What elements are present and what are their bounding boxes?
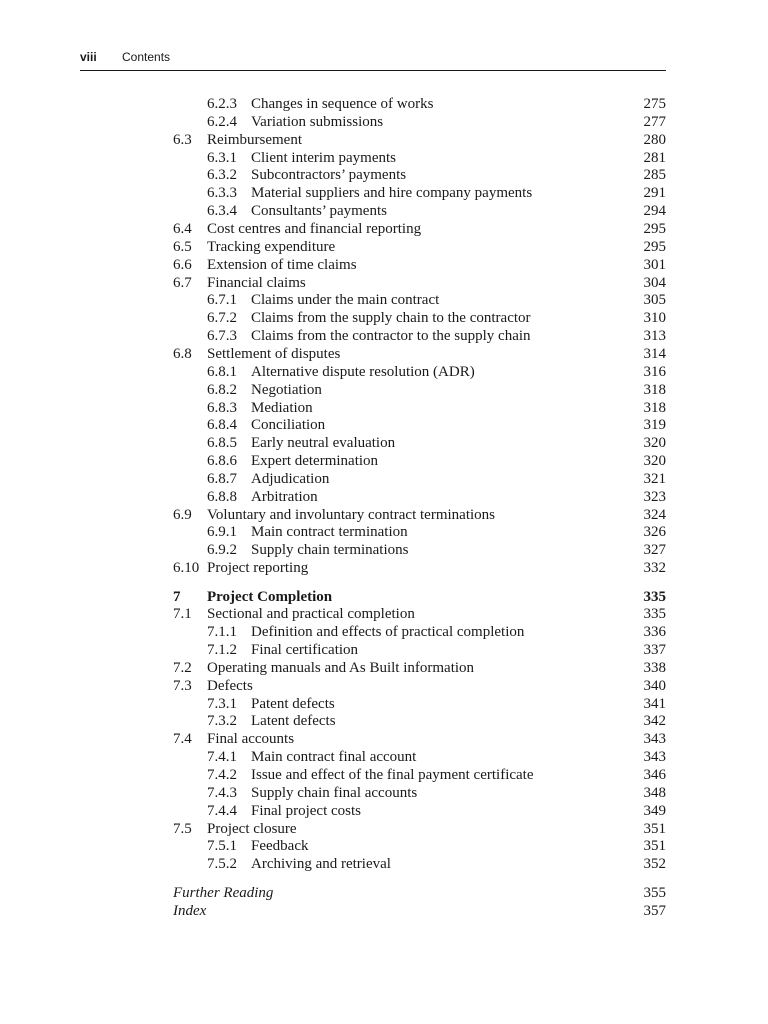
- toc-entry-page: 318: [643, 399, 666, 416]
- toc-entry[interactable]: [0, 256, 768, 274]
- toc-entry-title: Voluntary and involuntary contract terminations: [207, 506, 495, 523]
- toc-entry-page: 343: [643, 749, 666, 766]
- toc-entry[interactable]: [0, 641, 768, 659]
- toc-entry-number: 6.3.1: [207, 149, 237, 166]
- toc-entry-page: 281: [643, 149, 666, 166]
- toc-entry-number: 7.1: [173, 606, 192, 623]
- toc-entry-title: Final certification: [251, 642, 359, 658]
- toc-entry[interactable]: [0, 470, 768, 488]
- toc-entry-page: 295: [643, 238, 666, 255]
- toc-entry[interactable]: [0, 837, 768, 855]
- toc-entry[interactable]: [0, 523, 768, 541]
- toc-entry[interactable]: [0, 730, 768, 748]
- toc-entry-title: Material suppliers and hire company payments: [251, 185, 533, 202]
- toc-entry-number: 7.5.2: [207, 856, 237, 873]
- toc-entry-title: Definition and effects of practical completion: [251, 624, 525, 641]
- toc-entry-number: 6.3: [173, 131, 192, 148]
- toc-entry-page: 355: [643, 885, 666, 902]
- toc-entry[interactable]: [0, 802, 768, 820]
- toc-entry-number: 6.9.2: [207, 542, 237, 559]
- toc-entry[interactable]: [0, 327, 768, 345]
- toc-entry-number: 7.4: [173, 731, 192, 748]
- toc-entry-number: 6.4: [173, 220, 192, 237]
- toc-entry-page: 327: [643, 542, 666, 559]
- toc-entry-page: 324: [643, 506, 666, 523]
- toc-entry-title: Archiving and retrieval: [251, 856, 391, 873]
- toc-entry-page: 346: [643, 767, 666, 783]
- toc-entry-title: Financial claims: [207, 274, 306, 291]
- toc-entry-page: 337: [643, 642, 666, 658]
- toc-entry[interactable]: [0, 784, 768, 802]
- toc-entry-title: Latent defects: [251, 713, 336, 730]
- toc-entry-number: 6.7: [173, 274, 192, 291]
- toc-entry-page: 320: [643, 435, 666, 452]
- toc-entry-title: Variation submissions: [251, 113, 384, 130]
- toc-entry-page: 295: [643, 220, 666, 237]
- toc-entry-title: Subcontractors’ payments: [251, 167, 407, 184]
- toc-entry-title: Arbitration: [251, 488, 318, 505]
- toc-entry-number: 7.4.1: [207, 749, 237, 766]
- toc-entry-page: 323: [643, 488, 666, 505]
- toc-entry-title: Final project costs: [251, 802, 361, 819]
- toc-entry[interactable]: [0, 238, 768, 256]
- toc-entry[interactable]: [0, 820, 768, 838]
- toc-entry[interactable]: [0, 452, 768, 470]
- toc-entry-number: 7.2: [173, 659, 192, 676]
- toc-entry-page: 338: [643, 659, 666, 676]
- toc-entry-page: 357: [643, 902, 666, 919]
- toc-entry-title: Project closure: [207, 820, 297, 837]
- toc-entry-title: Final accounts: [207, 731, 295, 748]
- toc-entry-number: 7: [173, 588, 181, 605]
- toc-entry[interactable]: [0, 659, 768, 677]
- toc-entry-number: 7.1.1: [207, 624, 237, 641]
- toc-entry-page: 280: [643, 131, 666, 148]
- toc-entry[interactable]: [0, 506, 768, 524]
- toc-entry[interactable]: [0, 416, 768, 434]
- toc-entry[interactable]: [0, 623, 768, 641]
- toc-entry[interactable]: [0, 274, 768, 292]
- toc-entry-page: 313: [643, 328, 666, 345]
- toc-entry-title: Cost centres and financial reporting: [207, 220, 422, 237]
- toc-entry[interactable]: [0, 309, 768, 327]
- toc-entry-title: Index: [173, 902, 207, 919]
- toc-entry-title: Client interim payments: [251, 149, 396, 166]
- toc-entry-title: Supply chain terminations: [251, 542, 409, 559]
- toc-entry-number: 6.7.3: [207, 328, 237, 345]
- toc-entry-number: 7.3: [173, 677, 192, 694]
- toc-entry[interactable]: [0, 184, 768, 202]
- toc-entry-number: 7.3.1: [207, 695, 237, 712]
- toc-entry-title: Claims from the contractor to the supply chain: [251, 328, 531, 345]
- toc-entry-title: Operating manuals and As Built information: [207, 659, 475, 676]
- toc-entry-title: Consultants’ payments: [251, 203, 387, 220]
- toc-entry-title: Issue and effect of the final payment certificate: [251, 767, 534, 783]
- toc-entry-page: 275: [643, 96, 666, 112]
- toc-entry[interactable]: [0, 766, 768, 784]
- toc-entry-title: Adjudication: [251, 470, 330, 487]
- toc-entry-title: Alternative dispute resolution (ADR): [251, 363, 475, 380]
- toc-entry-title: Settlement of disputes: [207, 345, 341, 362]
- toc-entry[interactable]: [0, 166, 768, 184]
- toc-entry-page: 326: [643, 524, 666, 541]
- toc-entry-title: Further Reading: [173, 885, 274, 902]
- running-head-title: Contents: [122, 50, 171, 64]
- toc-entry-title: Tracking expenditure: [207, 238, 336, 255]
- toc-entry[interactable]: [0, 541, 768, 559]
- toc-entry-title: Defects: [207, 677, 253, 694]
- toc-entry[interactable]: [0, 345, 768, 363]
- toc-entry-page: 351: [643, 838, 666, 855]
- toc-entry-number: 6.9: [173, 506, 192, 523]
- toc-entry-number: 7.5: [173, 820, 192, 837]
- toc-entry[interactable]: [0, 381, 768, 399]
- toc-entry[interactable]: [0, 434, 768, 452]
- toc-entry[interactable]: [0, 363, 768, 381]
- toc-entry-number: 7.1.2: [207, 642, 237, 658]
- toc-entry[interactable]: [0, 559, 768, 577]
- toc-entry[interactable]: [0, 677, 768, 695]
- toc-entry-title: Main contract final account: [251, 749, 417, 766]
- toc-entry-number: 6.3.2: [207, 167, 237, 184]
- toc-entry-page: 320: [643, 453, 666, 469]
- toc-entry-page: 335: [643, 588, 666, 605]
- toc-entry-page: 310: [643, 310, 666, 327]
- toc-entry-page: 318: [643, 381, 666, 398]
- toc-entry-title: Project reporting: [207, 560, 309, 577]
- toc-entry-title: Claims under the main contract: [251, 292, 440, 309]
- toc-entry[interactable]: [0, 605, 768, 623]
- toc-entry[interactable]: [0, 95, 768, 113]
- toc-entry-page: 340: [643, 677, 666, 694]
- toc-entry-title: Reimbursement: [207, 131, 302, 148]
- toc-entry-page: 294: [643, 203, 666, 220]
- toc-entry-page: 336: [643, 624, 666, 641]
- toc-entry-number: 6.8.4: [207, 417, 237, 434]
- toc-entry-title: Changes in sequence of works: [251, 96, 434, 112]
- toc-entry-number: 7.4.4: [207, 802, 237, 819]
- toc-entry-title: Extension of time claims: [207, 256, 357, 273]
- toc-entry-number: 6.3.3: [207, 185, 237, 202]
- toc-entry-number: 6.8.7: [207, 470, 237, 487]
- toc-entry[interactable]: [0, 149, 768, 167]
- toc-entry-number: 6.8.5: [207, 435, 237, 452]
- toc-chapter-entry[interactable]: [0, 588, 768, 606]
- toc-entry-number: 6.2.3: [207, 96, 237, 112]
- toc-entry-number: 6.8.2: [207, 381, 237, 398]
- toc-entry-number: 7.3.2: [207, 713, 237, 730]
- toc-entry-title: Claims from the supply chain to the contractor: [251, 310, 531, 327]
- toc-entry-title: Expert determination: [251, 453, 379, 469]
- toc-entry[interactable]: [0, 291, 768, 309]
- toc-entry-number: 6.7.2: [207, 310, 237, 327]
- toc-entry-number: 6.8.6: [207, 453, 237, 469]
- toc-entry-number: 6.8.3: [207, 399, 237, 416]
- toc-entry-title: Mediation: [251, 399, 313, 416]
- toc-entry-number: 6.8: [173, 345, 192, 362]
- toc-entry-number: 6.10: [173, 560, 200, 577]
- toc-entry-number: 6.6: [173, 256, 192, 273]
- toc-entry-number: 6.2.4: [207, 113, 237, 130]
- toc-entry[interactable]: [0, 399, 768, 417]
- toc-entry-number: 7.4.3: [207, 784, 237, 801]
- toc-entry-title: Main contract termination: [251, 524, 408, 541]
- toc-backmatter-entry[interactable]: [0, 902, 768, 920]
- toc-entry-page: 351: [643, 820, 666, 837]
- toc-entry-page: 304: [643, 274, 666, 291]
- toc-entry-title: Supply chain final accounts: [251, 784, 418, 801]
- toc-entry-page: 349: [643, 802, 666, 819]
- toc-entry[interactable]: [0, 113, 768, 131]
- toc-entry-page: 291: [643, 185, 666, 202]
- toc-entry-page: 285: [643, 167, 666, 184]
- toc-entry-page: 343: [643, 731, 666, 748]
- toc-entry[interactable]: [0, 855, 768, 873]
- toc-entry-title: Project Completion: [207, 588, 333, 605]
- toc-entry-page: 335: [643, 606, 666, 623]
- toc-entry-page: 332: [643, 560, 666, 577]
- toc-entry-page: 319: [643, 417, 666, 434]
- toc-entry-page: 316: [643, 363, 666, 380]
- toc-entry-page: 342: [643, 713, 666, 730]
- toc-entry-number: 6.3.4: [207, 203, 237, 220]
- toc-entry-title: Patent defects: [251, 695, 335, 712]
- page-folio: viii: [80, 50, 97, 64]
- toc-entry-page: 277: [643, 113, 666, 130]
- toc-entry-number: 6.9.1: [207, 524, 237, 541]
- toc-entry[interactable]: [0, 695, 768, 713]
- toc-entry-title: Negotiation: [251, 381, 322, 398]
- toc-entry-number: 6.7.1: [207, 292, 237, 309]
- toc-entry-page: 301: [643, 256, 666, 273]
- toc-entry[interactable]: [0, 202, 768, 220]
- toc-entry-page: 352: [643, 856, 666, 873]
- toc-entry-page: 305: [643, 292, 666, 309]
- toc-entry-page: 314: [643, 345, 666, 362]
- toc-backmatter-entry[interactable]: [0, 884, 768, 902]
- toc-entry-number: 6.8.1: [207, 363, 237, 380]
- toc-entry[interactable]: [0, 488, 768, 506]
- toc-entry-page: 341: [643, 695, 666, 712]
- toc-entry[interactable]: [0, 220, 768, 238]
- toc-entry-title: Sectional and practical completion: [207, 606, 415, 623]
- toc-entry-title: Early neutral evaluation: [251, 435, 396, 452]
- toc-entry-title: Feedback: [251, 838, 309, 855]
- toc-entry-number: 6.5: [173, 238, 192, 255]
- toc-entry-number: 6.8.8: [207, 488, 237, 505]
- toc-entry-number: 7.5.1: [207, 838, 237, 855]
- toc-entry-page: 321: [643, 470, 666, 487]
- toc-entry[interactable]: [0, 712, 768, 730]
- toc-entry-number: 7.4.2: [207, 767, 237, 783]
- toc-entry[interactable]: [0, 131, 768, 149]
- toc-entry[interactable]: [0, 748, 768, 766]
- toc-entry-title: Conciliation: [251, 417, 326, 434]
- toc-entry-page: 348: [643, 784, 666, 801]
